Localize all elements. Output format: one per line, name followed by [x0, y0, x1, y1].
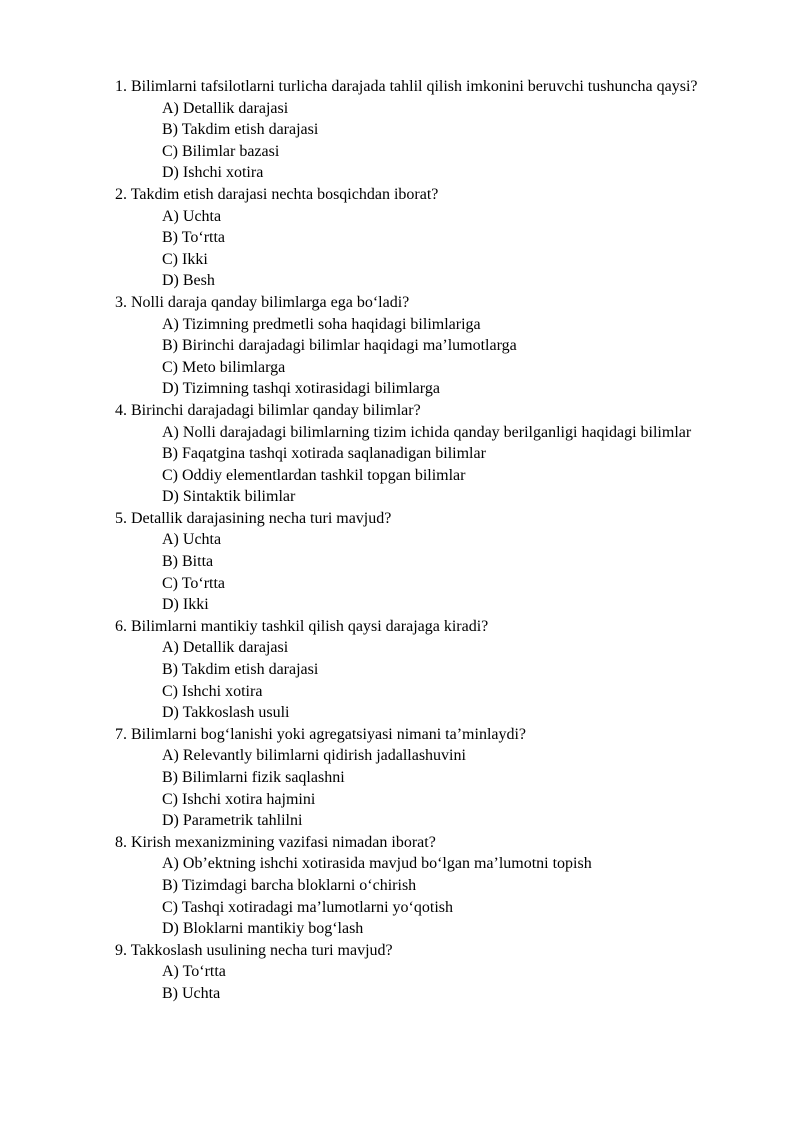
- answer-option: B) Faqatgina tashqi xotirada saqlanadigan bilimlar: [162, 445, 486, 463]
- question-text: 4. Birinchi darajadagi bilimlar qanday bilimlar?: [115, 401, 421, 419]
- answer-option: C) Oddiy elementlardan tashkil topgan bilimlar: [162, 466, 466, 484]
- answer-option: A) Nolli darajadagi bilimlarning tizim ichida qanday berilganligi haqidagi bilimlar: [162, 423, 692, 441]
- answer-option: D) Ikki: [162, 596, 209, 614]
- answer-option: D) Ishchi xotira: [162, 164, 264, 182]
- question-text: 7. Bilimlarni bog‘lanishi yoki agregatsiyasi nimani ta’minlaydi?: [115, 725, 527, 743]
- answer-option: B) Birinchi darajadagi bilimlar haqidagi ma’lumotlarga: [162, 337, 517, 355]
- answer-option: A) To‘rtta: [162, 963, 226, 981]
- answer-option: A) Ob’ektning ishchi xotirasida mavjud bo‘lgan ma’lumotni topish: [162, 855, 592, 873]
- question-text: 9. Takkoslash usulining necha turi mavjud?: [115, 941, 393, 959]
- answer-option: C) To‘rtta: [162, 574, 226, 592]
- answer-option: D) Takkoslash usuli: [162, 704, 290, 722]
- answer-option: A) Detallik darajasi: [162, 639, 289, 657]
- answer-option: D) Besh: [162, 272, 215, 290]
- answer-option: B) To‘rtta: [162, 229, 226, 247]
- answer-option: D) Tizimning tashqi xotirasidagi bilimlarga: [162, 380, 440, 398]
- answer-option: C) Ishchi xotira: [162, 682, 263, 700]
- question-block: [115, 400, 743, 508]
- answer-option: C) Ikki: [162, 250, 208, 268]
- question-block: [115, 76, 743, 184]
- question-block: [115, 940, 743, 1005]
- answer-option: B) Takdim etish darajasi: [162, 661, 319, 679]
- answer-option: B) Takdim etish darajasi: [162, 121, 319, 139]
- document-page: [115, 76, 743, 1005]
- answer-option: C) Meto bilimlarga: [162, 358, 286, 376]
- question-block: [115, 292, 743, 400]
- answer-option: B) Tizimdagi barcha bloklarni o‘chirish: [162, 876, 417, 894]
- question-block: [115, 724, 743, 832]
- answer-option: B) Bitta: [162, 553, 214, 571]
- answer-option: B) Uchta: [162, 984, 221, 1002]
- question-text: 6. Bilimlarni mantikiy tashkil qilish qaysi darajaga kiradi?: [115, 617, 489, 635]
- question-text: 1. Bilimlarni tafsilotlarni turlicha darajada tahlil qilish imkonini beruvchi tushuncha qaysi?: [115, 78, 698, 95]
- question-block: [115, 508, 743, 616]
- answer-option: A) Uchta: [162, 207, 222, 225]
- question-text: 8. Kirish mexanizmining vazifasi nimadan iborat?: [115, 833, 436, 851]
- answer-option: C) Bilimlar bazasi: [162, 142, 280, 160]
- answer-option: A) Detallik darajasi: [162, 99, 289, 117]
- answer-option: D) Parametrik tahlilni: [162, 812, 303, 830]
- answer-option: B) Bilimlarni fizik saqlashni: [162, 769, 345, 786]
- answer-option: D) Bloklarni mantikiy bog‘lash: [162, 920, 364, 938]
- answer-option: C) Ishchi xotira hajmini: [162, 790, 316, 808]
- question-block: [115, 616, 743, 724]
- answer-option: A) Tizimning predmetli soha haqidagi bilimlariga: [162, 315, 481, 333]
- answer-option: D) Sintaktik bilimlar: [162, 488, 296, 506]
- question-text: 2. Takdim etish darajasi nechta bosqichdan iborat?: [115, 185, 439, 203]
- question-block: [115, 832, 743, 940]
- question-text: 3. Nolli daraja qanday bilimlarga ega bo‘ladi?: [115, 293, 410, 311]
- question-text: 5. Detallik darajasining necha turi mavjud?: [115, 509, 392, 527]
- answer-option: A) Uchta: [162, 531, 222, 549]
- answer-option: A) Relevantly bilimlarni qidirish jadallashuvini: [162, 747, 466, 765]
- answer-option: C) Tashqi xotiradagi ma’lumotlarni yo‘qotish: [162, 898, 453, 916]
- question-block: [115, 184, 743, 292]
